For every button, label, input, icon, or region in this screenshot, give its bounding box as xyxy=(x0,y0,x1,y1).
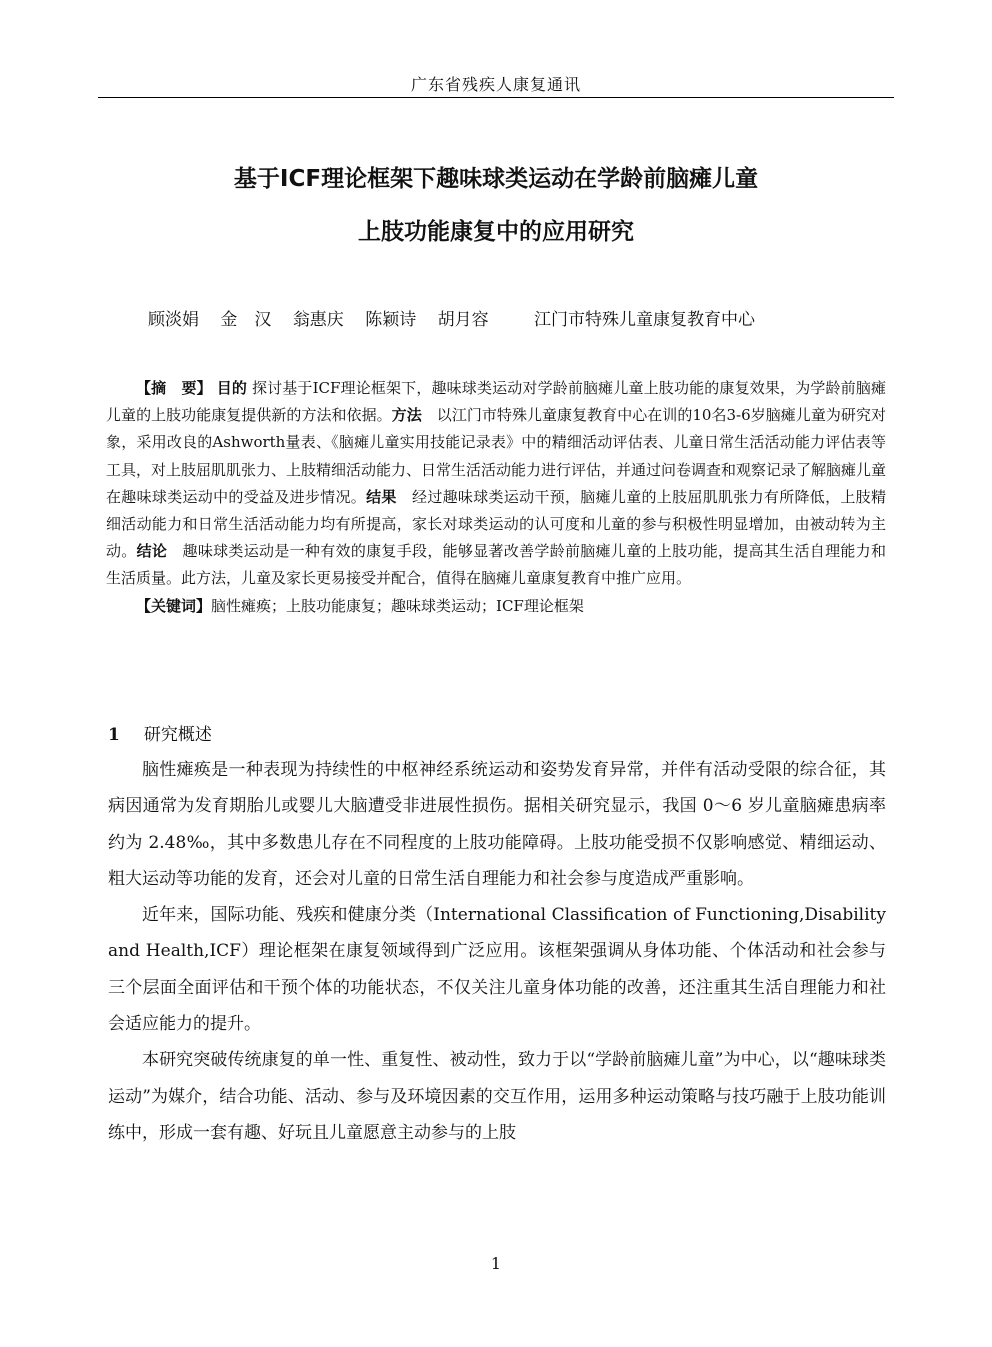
paper-title-line-1: 基于ICF理论框架下趣味球类运动在学龄前脑瘫儿童 xyxy=(233,166,759,192)
section-heading xyxy=(108,720,212,745)
author-line xyxy=(148,305,894,330)
section-body xyxy=(108,752,886,1151)
keywords-paragraph xyxy=(106,593,886,620)
results-label: 结果 xyxy=(366,487,397,506)
methods-label: 方法 xyxy=(391,406,422,425)
keywords-label: 【关键词】 xyxy=(136,596,212,615)
section-title: 研究概述 xyxy=(143,725,212,745)
conclusion-label: 结论 xyxy=(136,542,168,561)
author-affiliation: 江门市特殊儿童康复教育中心 xyxy=(534,310,756,330)
paper-title-line-2: 上肢功能康复中的应用研究 xyxy=(358,219,634,245)
header-rule xyxy=(98,97,894,98)
objective-label: 目的 xyxy=(216,379,248,397)
section-number: 1 xyxy=(108,725,120,745)
conclusion-text: 趣味球类运动是一种有效的康复手段，能够显著改善学龄前脑瘫儿童的上肢功能，提高其生活自理能力和生活质量。此方法，儿童及家长更易接受并配合，值得在脑瘫儿童康复教育中推广应用。 xyxy=(106,542,886,588)
body-paragraph: 脑性瘫痪是一种表现为持续性的中枢神经系统运动和姿势发育异常，并伴有活动受限的综合征，其病因通常为发育期胎儿或婴儿大脑遭受非进展性损伤。据相关研究显示，我国 0～6 岁儿童脑瘫患病率约为 2.48‰，其中多数患儿存在不同程度的上肢功能障碍。上肢功能受损不仅影响感觉、精细运动、粗大运动等功能的发育，还会对儿童的日常生活自理能力和社会参与度造成严重影响。 xyxy=(108,760,886,889)
author-name: 金 汉 xyxy=(220,310,272,330)
author-name: 胡月容 xyxy=(437,310,489,330)
running-header: 广东省残疾人康复通讯 xyxy=(410,75,581,94)
objective-text: 探讨基于ICF理论框架下，趣味球类运动对学龄前脑瘫儿童上肢功能的康复效果，为学龄前脑瘫儿童的上肢功能康复提供新的方法和依据。 xyxy=(106,379,886,425)
abstract-paragraph xyxy=(106,375,886,593)
keywords-text: 脑性瘫痪；上肢功能康复；趣味球类运动；ICF理论框架 xyxy=(211,596,584,615)
author-name: 翁惠庆 xyxy=(292,310,344,330)
abstract-label: 【摘 要】 xyxy=(136,379,212,397)
page-number: 1 xyxy=(490,1254,502,1273)
results-text: 经过趣味球类运动干预，脑瘫儿童的上肢屈肌肌张力有所降低，上肢精细活动能力和日常生活活动能力均有所提高，家长对球类运动的认可度和儿童的参与积极性明显增加，由被动转为主动。 xyxy=(106,487,886,561)
body-paragraph: 近年来，国际功能、残疾和健康分类（International Classification of Functioning,Disability and Health,ICF）理论框架在康复领域得到广泛应用。该框架强调从身体功能、个体活动和社会参与三个层面全面评估和干预个体的功能状态，不仅关注儿童身体功能的改善，还注重其生活自理能力和社会适应能力的提升。 xyxy=(108,905,886,1035)
methods-text: 以江门市特殊儿童康复教育中心在训的10名3-6岁脑瘫儿童为研究对象，采用改良的Ashworth量表、《脑瘫儿童实用技能记录表》中的精细活动评估表、儿童日常生活活动能力评估表等工具，对上肢屈肌肌张力、上肢精细活动能力、日常生活活动能力进行评估，并通过问卷调查和观察记录了解脑瘫儿童在趣味球类运动中的受益及进步情况。 xyxy=(106,406,887,506)
author-name: 顾淡娟 xyxy=(148,310,199,330)
abstract-block xyxy=(106,375,886,620)
body-paragraph: 本研究突破传统康复的单一性、重复性、被动性，致力于以“学龄前脑瘫儿童”为中心，以“趣味球类运动”为媒介，结合功能、活动、参与及环境因素的交互作用，运用多种运动策略与技巧融于上肢功能训练中，形成一套有趣、好玩且儿童愿意主动参与的上肢 xyxy=(108,1050,886,1143)
author-name: 陈颖诗 xyxy=(365,310,417,330)
